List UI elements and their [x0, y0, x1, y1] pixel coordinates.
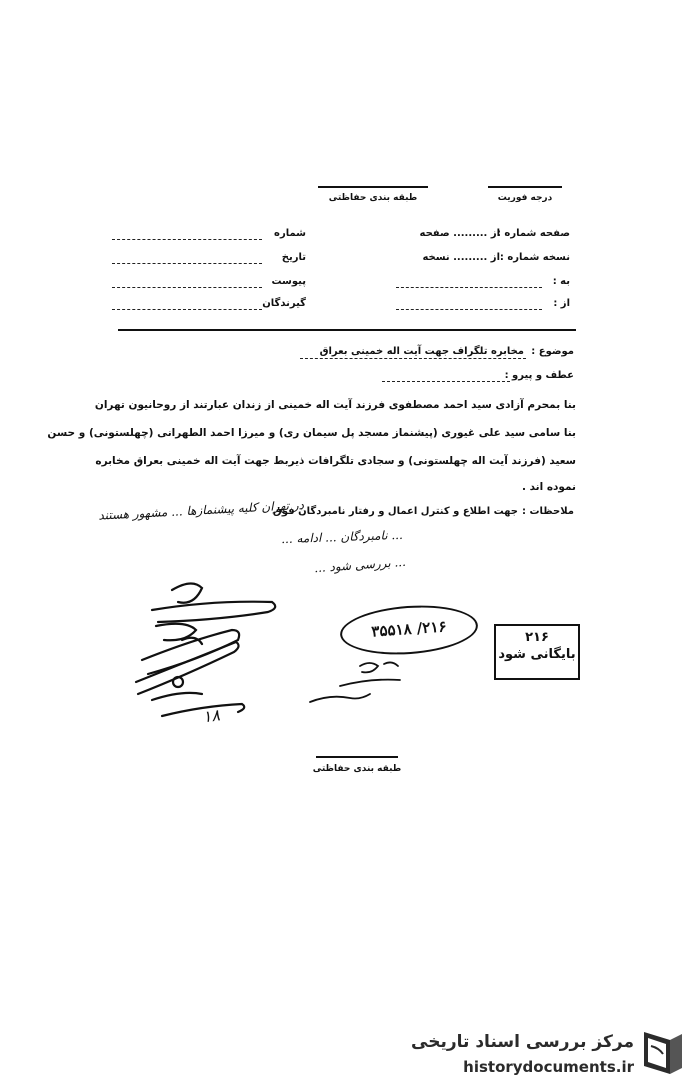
handwritten-note-line-2: ... نامبردگان ... ادامه ...: [280, 527, 404, 547]
watermark-url: historydocuments.ir: [463, 1058, 634, 1076]
notes-label: ملاحظات :: [521, 506, 574, 517]
field-page-value: از ......... صفحه: [419, 228, 500, 239]
field-number-label: شماره: [274, 228, 306, 239]
field-copy-value: از ......... نسخه: [422, 252, 500, 263]
field-attachment-line: [112, 287, 262, 288]
field-to-line: [396, 287, 542, 288]
field-from-line: [396, 309, 542, 310]
field-attachment-label: پیوست: [271, 276, 306, 287]
archive-stamp-box: [494, 624, 580, 680]
field-number-line: [112, 239, 262, 240]
field-from-label: از :: [553, 298, 570, 309]
archive-stamp-number: ۲۱۶: [525, 630, 549, 645]
field-recipients-label: گیرندگان: [262, 298, 306, 309]
field-date-label: تاریخ: [281, 252, 306, 263]
header-top-rule-right: [488, 186, 562, 188]
handwritten-note-line-1: در تهران کلیه پیشنمازها ... مشهور هستند: [98, 497, 305, 523]
field-to-label: به :: [552, 276, 570, 287]
footer-rule: [316, 756, 398, 758]
header-separator: [118, 329, 576, 331]
body-line-1: بنا بمحرم آزادی سید احمد مصطفوی فرزند آیت اله خمینی از زندان عبارتند از روحانیون تهران: [94, 399, 576, 411]
header-top-rule-left: [318, 186, 428, 188]
subject-label: موضوع :: [531, 346, 574, 357]
reference-label: عطف و پیرو :: [504, 370, 574, 381]
body-line-4: نموده اند .: [521, 481, 576, 493]
footer-classification: طبقه بندی حفاظتی: [312, 764, 402, 774]
header-classification: طبقه بندی حفاظتی: [328, 193, 418, 203]
watermark-logo-icon: [640, 1026, 686, 1078]
reference-line: [382, 381, 510, 382]
field-page-label: صفحه شماره :: [496, 228, 570, 239]
subject-line: [300, 358, 526, 359]
body-line-2: بنا سامی سید علی غیوری (پیشنماز مسجد پل سیمان ری) و میرزا احمد الطهرانی (چهلستونی) و حسن: [47, 427, 576, 439]
handwritten-initials: [300, 658, 420, 718]
archive-stamp-text: بایگانی شود: [498, 647, 576, 662]
field-date-line: [112, 263, 262, 264]
handwritten-note-line-3: ... بررسی شود ...: [313, 554, 407, 576]
registration-stamp-oval: [338, 601, 479, 659]
signature-date: ۱۸: [201, 705, 222, 727]
notes-typed: جهت اطلاع و کنترل اعمال و رفتار نامبردگان فوق: [272, 506, 518, 517]
field-copy-label: نسخه شماره :: [499, 252, 570, 263]
subject-value: مخابره تلگراف جهت آیت اله خمینی بعراق: [319, 346, 524, 357]
field-recipients-line: [112, 309, 262, 310]
registration-stamp-number: ۲۱۶/ ۳۵۵۱۸: [370, 617, 448, 641]
header-urgency: درجه فوریت: [497, 193, 553, 203]
watermark-title: مرکز بررسی اسناد تاریخی: [411, 1032, 634, 1052]
body-line-3: سعید (فرزند آیت اله چهلستونی) و سجادی تلگرافات ذیربط جهت آیت اله خمینی بعراق مخابره: [95, 455, 576, 467]
